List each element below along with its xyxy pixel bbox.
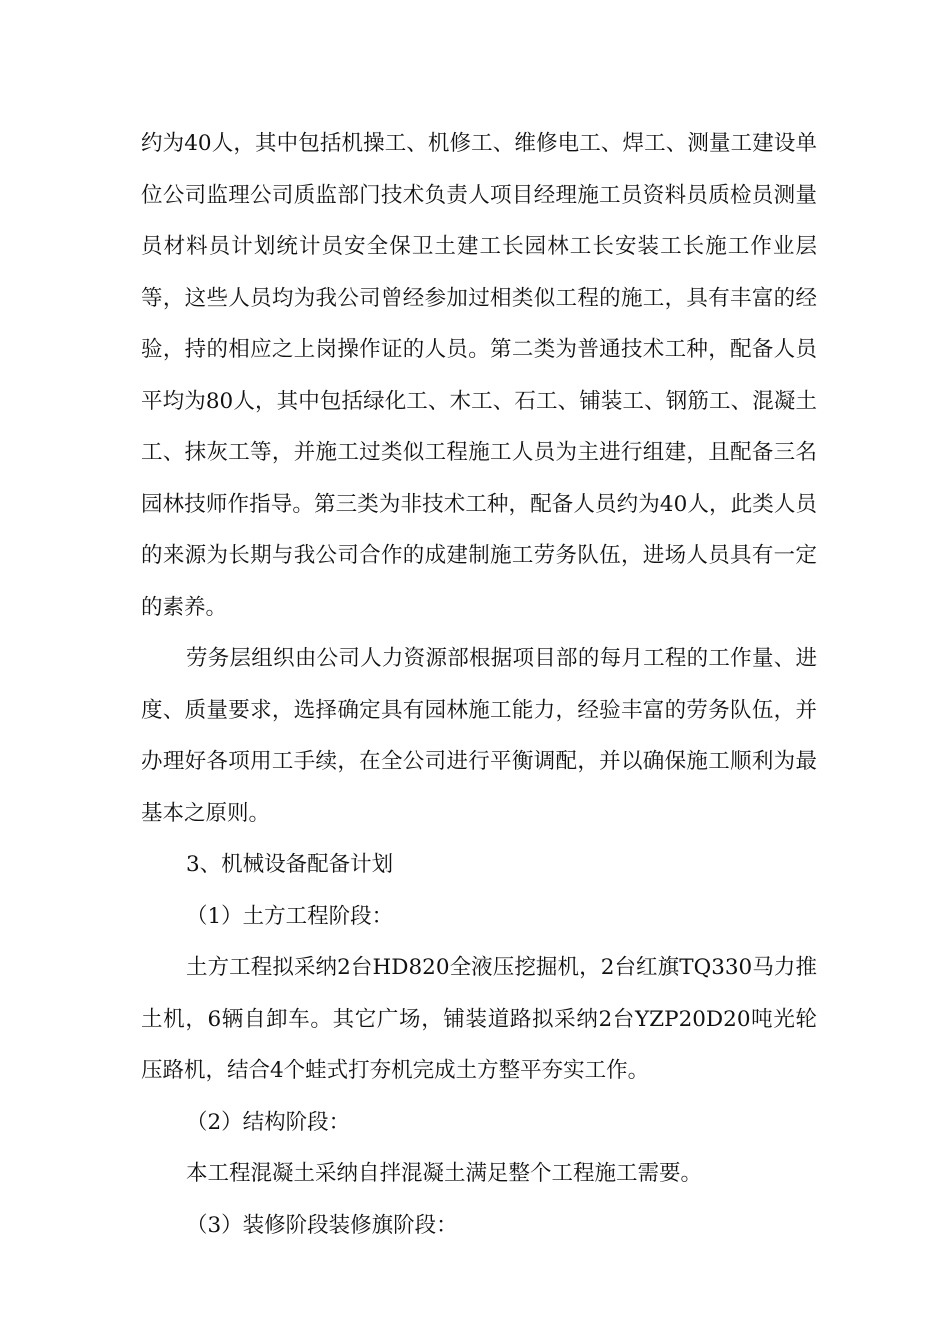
subheading-decoration-stage: （3）装修阶段装修旗阶段：	[186, 1212, 458, 1238]
document-body	[141, 118, 817, 1251]
paragraph-labor-organization: 劳务层组织由公司人力资源部根据项目部的每月工程的工作量、进度、质量要求，选择确定具有园林施工能力，经验丰富的劳务队伍，并办理好各项用工手续，在全公司进行平衡调配，并以确保施工顺利为最基本之原则。	[141, 646, 817, 826]
paragraph-earthwork-equipment: 土方工程拟采纳2台HD820全液压挖掘机，2台红旗TQ330马力推土机，6辆自卸车。其它广场，铺装道路拟采纳2台YZP20D20吨光轮压路机，结合4个蛙式打夯机完成土方整平夯实工作。	[141, 955, 817, 1083]
paragraph-labor-categories: 约为40人，其中包括机操工、机修工、维修电工、焊工、测量工建设单位公司监理公司质监部门技术负责人项目经理施工员资料员质检员测量员材料员计划统计员安全保卫土建工长园林工长安装工长施工作业层等，这些人员均为我公司曾经参加过相类似工程的施工，具有丰富的经验，持的相应之上岗操作证的人员。第二类为普通技术工种，配备人员平均为80人，其中包括绿化工、木工、石工、铺装工、钢筋工、混凝土工、抹灰工等，并施工过类似工程施工人员为主进行组建，且配备三名园林技师作指导。第三类为非技术工种，配备人员约为40人，此类人员的来源为长期与我公司合作的成建制施工劳务队伍，进场人员具有一定的素养。	[141, 131, 817, 620]
paragraph-concrete-supply: 本工程混凝土采纳自拌混凝土满足整个工程施工需要。	[186, 1161, 703, 1186]
subheading-structure-stage: （2）结构阶段：	[186, 1109, 351, 1135]
subheading-earthwork-stage: （1）土方工程阶段：	[186, 903, 394, 929]
section-heading-equipment-plan: 3、机械设备配备计划	[186, 852, 394, 877]
